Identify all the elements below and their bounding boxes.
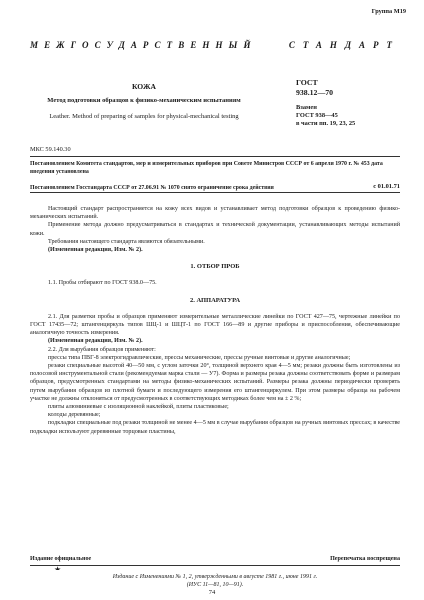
section2-paragraph: подкладки специальные под резаки толщиной не менее 4—5 мм в случае вырубания образцов на ручных винтовых прессах; в качестве подкладки используют деревянные торцовые пластины, [30,420,400,435]
standard-banner [30,40,400,50]
official-edition-label: Издание официальное [30,556,92,562]
title-block [44,82,244,121]
document-title: КОЖА [131,82,157,91]
section2-paragraph: прессы типа ПВГ-8 электрогидравлические, прессы механические, прессы ручные винтовые и другие аналогичные; [48,354,351,361]
edition-history-line-2: (ИУС 11—81, 10—91). [186,581,244,588]
section-heading-sampling: 1. ОТБОР ПРОБ [190,263,240,271]
change-note: (Измененная редакция, Изм. № 2). [48,247,143,254]
change-note: (Измененная редакция, Изм. № 2). [48,338,143,345]
subtitle-ru: Метод подготовки образцов к физико-механическим испытаниям [47,97,241,104]
section2-paragraph: плиты алюминиевые с изоляционной наклейкой, плиты пластиковые; [48,404,229,411]
edition-history-line-1: Издание с Изменениями № 1, 2, утвержденными в августе 1981 г., июне 1991 г. [112,574,318,580]
decree-line-1: Постановлением Комитета стандартов, мер и измерительных приборов при Совете Министров СССР от 6 апреля 1970 г. № 453 дата введения установлена [30,161,383,175]
footer [30,556,400,562]
document-body [30,205,400,436]
gost-label: ГОСТ [296,78,318,87]
section1-paragraph: 1.1. Пробы отбирают по ГОСТ 938.0—75. [48,280,157,287]
section-heading-apparatus: 2. АППАРАТУРА [189,296,241,304]
replacement-note [296,104,355,128]
gost-code: 938.12—70 [296,87,334,97]
edition-history [30,570,400,589]
replace-gost: ГОСТ 938—45 [296,112,338,119]
divider [30,565,400,566]
document-group: Группа М19 [371,8,406,15]
divider [30,156,400,157]
mks-code: МКС 59.140.30 [30,146,71,153]
section2-paragraph: 2.1. Для разметки пробы и образцов применяют измерительные металлические линейки по ГОСТ 427—75, чертежные линейки по ГОСТ 17435—72; штангенциркуль типов ШЦ-1 и ШЦТ-1 по ГОСТ 166—89 и другие приборы и приспособления, обеспечивающие аналогичную точность измерения. [30,313,400,337]
intro-paragraph: Применение метода должно предусматриваться в стандартах и технической документации, устанавливающих методы испытаний кожи. [30,222,400,237]
divider [30,192,400,193]
replace-clauses: в части пп. 19, 23, 25 [296,120,356,127]
effective-date: с 01.01.71 [373,183,400,190]
section2-paragraph: 2.2. Для вырубания образцов применяют: [48,346,156,353]
banner-word-interstate: МЕЖГОСУДАРСТВЕННЫЙ [30,40,257,50]
replace-label: Взамен [296,104,317,111]
banner-word-standard: СТАНДАРТ [288,40,400,50]
intro-paragraph: Настоящий стандарт распространяется на кожу всех видов и устанавливает метод подготовки образцов к проведению физико-механических испытаний. [30,206,400,221]
section2-paragraph: колоды деревянные; [48,412,101,419]
intro-paragraph: Требования настоящего стандарта являются обязательными. [48,238,205,245]
decree-line-2: Постановлением Госстандарта СССР от 27.06.91 № 1070 снято ограничение срока действия [30,185,274,191]
reprint-prohibited-label: Перепечатка воспрещена [330,556,400,562]
decree-text [30,160,400,192]
page-number: 74 [208,589,216,596]
section2-paragraph: резаки специальные высотой 40—50 мм, с углом заточки 20°, толщиной верхнего края 4—5 мм; резаки должны быть изготовлены из полосовой инструментальной стали (рекомендуемая марка стали — У7). Форма и размеры резака должны соответствовать форме и размерам образцов, предусмотренных стандартами на методы физико-механических испытаний. Размеры резака должны периодически проверять путем вырубания образцов из плотной бумаги и последующего измерения его штангенциркулем. При этом размеры образца на рабочем участке не должны отклоняться от предусмотренных в соответствующих методиках более чем на ± 2 %; [30,363,400,402]
gost-number [296,78,333,97]
subtitle-en: Leather. Method of preparing of samples for physical-mechanical testing [49,113,239,120]
